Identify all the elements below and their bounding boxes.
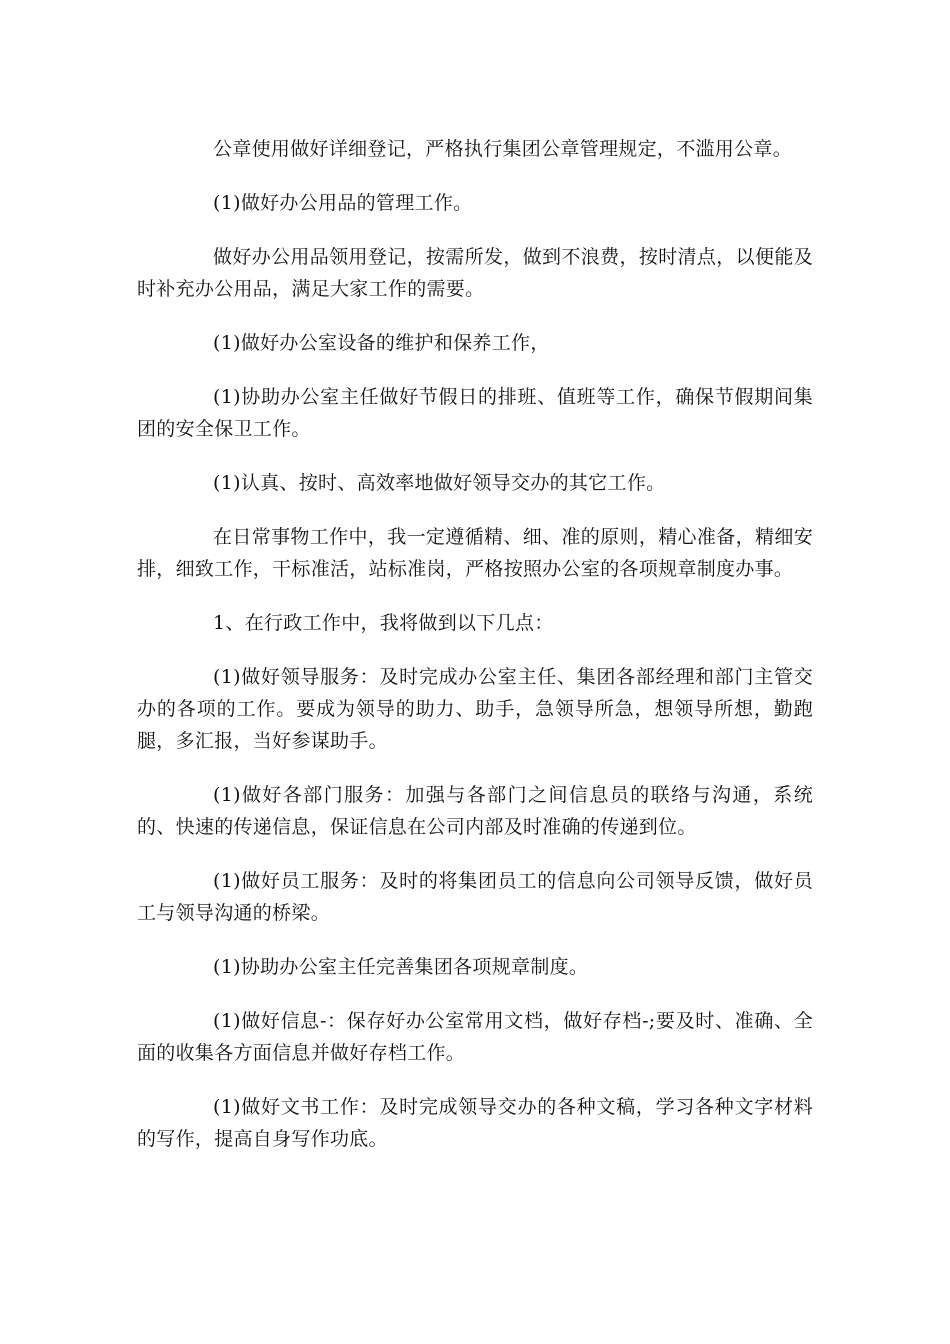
paragraph-other-tasks: (1)认真、按时、高效率地做好领导交办的其它工作。 [213,472,666,494]
paragraph-holiday-duty: (1)协助办公室主任做好节假日的排班、值班等工作，确保节假期间集团的安全保卫工作。 [137,386,813,440]
paragraph-equipment-maintenance: (1)做好办公室设备的维护和保养工作， [213,332,550,354]
paragraph-office-supplies-heading: (1)做好办公用品的管理工作。 [213,192,473,214]
paragraph-daily-work-principles: 在日常事物工作中，我一定遵循精、细、准的原则，精心准备，精细安排，细致工作，干标准活，站标准岗，严格按照办公室的各项规章制度办事。 [137,526,813,580]
paragraph-admin-work-intro: 1、在行政工作中，我将做到以下几点： [213,612,554,634]
paragraph-seal-usage: 公章使用做好详细登记，严格执行集团公章管理规定，不滥用公章。 [213,138,793,160]
paragraph-rules-improvement: (1)协助办公室主任完善集团各项规章制度。 [213,956,589,978]
paragraph-leader-service: (1)做好领导服务：及时完成办公室主任、集团各部经理和部门主管交办的各项的工作。要成为领导的助力、助手，急领导所急，想领导所想，勤跑腿，多汇报，当好参谋助手。 [137,666,813,752]
paragraph-office-supplies-detail: 做好办公用品领用登记，按需所发，做到不浪费，按时清点，以便能及时补充办公用品，满足大家工作的需要。 [137,246,813,300]
paragraph-document-writing: (1)做好文书工作：及时完成领导交办的各种文稿，学习各种文字材料的写作，提高自身写作功底。 [137,1096,813,1150]
paragraph-employee-service: (1)做好员工服务：及时的将集团员工的信息向公司领导反馈，做好员工与领导沟通的桥梁。 [137,870,813,924]
paragraph-department-service: (1)做好各部门服务：加强与各部门之间信息员的联络与沟通，系统的、快速的传递信息，保证信息在公司内部及时准确的传递到位。 [137,784,813,838]
document-body [137,133,813,1177]
paragraph-information-archiving: (1)做好信息-：保存好办公室常用文档，做好存档-;要及时、准确、全面的收集各方面信息并做好存档工作。 [137,1010,813,1064]
